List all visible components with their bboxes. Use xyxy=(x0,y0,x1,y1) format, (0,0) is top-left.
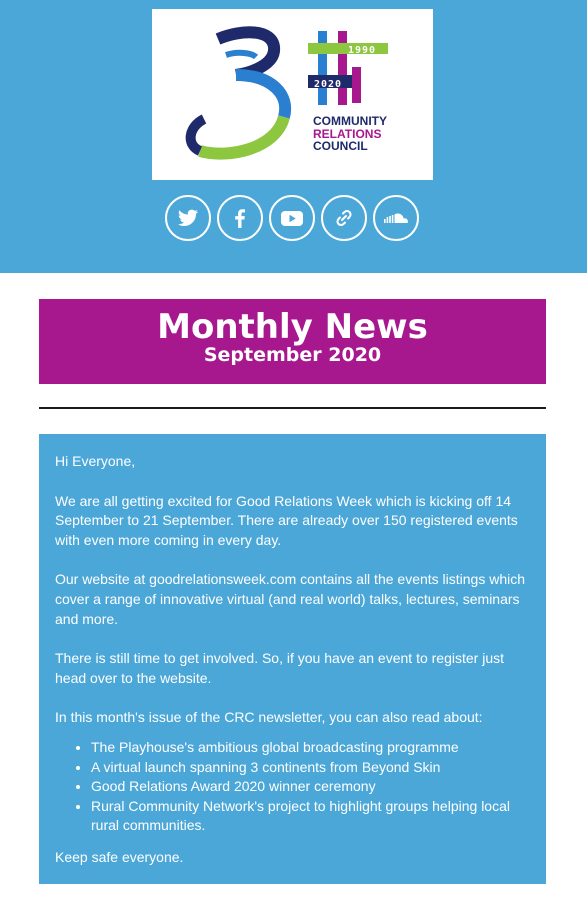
divider xyxy=(39,407,546,409)
list-item: • Rural Community Network's project to highlight groups helping local rural communities. xyxy=(91,797,530,836)
paragraph-website: Our website at goodrelationsweek.com contains all the events listings which cover a range of innovative virtual (and real world) talks, lectures, seminars and more. xyxy=(55,571,526,627)
youtube-icon xyxy=(279,206,305,230)
closing: Keep safe everyone. xyxy=(55,848,184,865)
list-item: • The Playhouse's ambitious global broadcasting programme xyxy=(91,738,530,758)
newsletter-body xyxy=(39,434,546,884)
list-item: • Good Relations Award 2020 winner ceremony xyxy=(91,777,530,797)
twitter-icon xyxy=(176,206,200,230)
header xyxy=(0,0,587,273)
paragraph-intro: We are all getting excited for Good Relations Week which is kicking off 14 September to 21 September. There are already over 150 registered events with even more coming in every day. xyxy=(55,492,518,548)
facebook-icon xyxy=(228,206,252,230)
logo-30-graphic xyxy=(152,9,433,180)
crc-logo[interactable] xyxy=(152,9,433,180)
social-links xyxy=(165,195,421,241)
paragraph-issue-intro: In this month's issue of the CRC newsletter, you can also read about: xyxy=(55,709,483,726)
soundcloud-icon xyxy=(382,206,410,230)
logo-org-line-3: COUNCIL xyxy=(313,139,368,153)
logo-org-line-1: COMMUNITY xyxy=(313,114,387,128)
link-button[interactable] xyxy=(321,195,367,241)
logo-year-start: 1990 xyxy=(348,45,377,56)
logo-org-name xyxy=(313,115,387,153)
banner-title: Monthly News xyxy=(157,307,428,347)
logo-year-end: 2020 xyxy=(314,79,343,90)
soundcloud-button[interactable] xyxy=(373,195,419,241)
link-icon xyxy=(332,206,356,230)
facebook-button[interactable] xyxy=(217,195,263,241)
twitter-button[interactable] xyxy=(165,195,211,241)
list-item: • A virtual launch spanning 3 continents from Beyond Skin xyxy=(91,758,530,778)
monthly-news-banner xyxy=(39,299,546,384)
banner-subtitle: September 2020 xyxy=(203,344,382,366)
youtube-button[interactable] xyxy=(269,195,315,241)
topics-list xyxy=(55,738,530,836)
greeting: Hi Everyone, xyxy=(55,453,136,469)
paragraph-get-involved: There is still time to get involved. So, if you have an event to register just head over to the website. xyxy=(55,650,504,686)
logo-org-line-2: RELATIONS xyxy=(313,126,382,141)
